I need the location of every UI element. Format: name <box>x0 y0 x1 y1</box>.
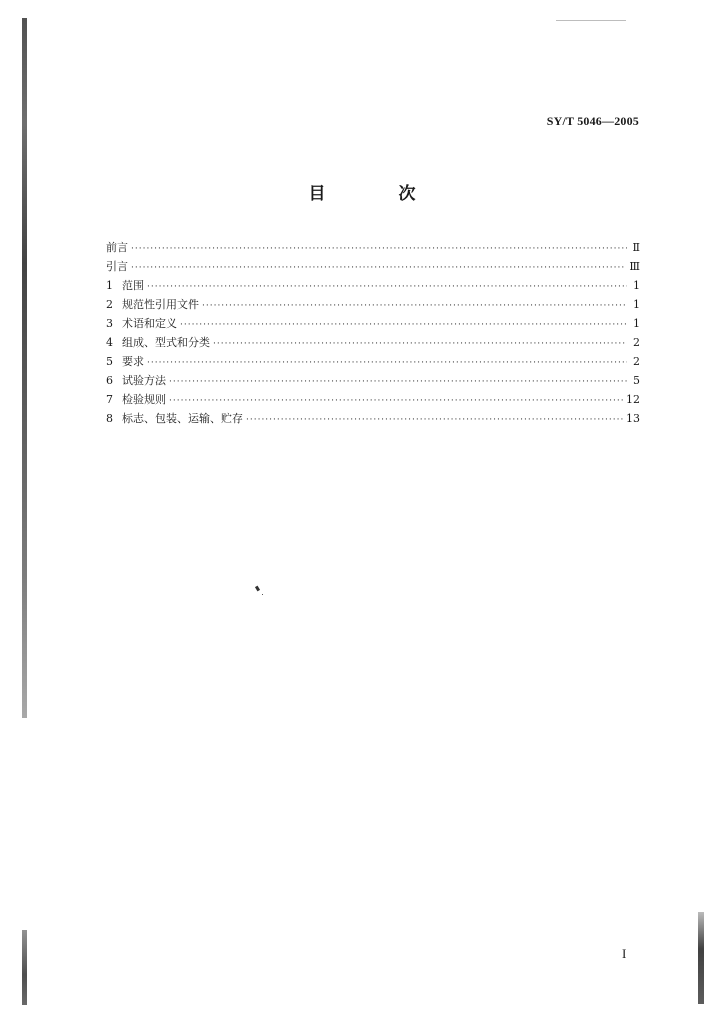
toc-entry-introduction[interactable] <box>106 257 640 276</box>
toc-title: 目 次 <box>308 184 444 204</box>
toc-entry-8[interactable] <box>106 409 640 428</box>
toc-entry-label: 术语和定义 <box>122 317 177 330</box>
page-number: I <box>622 946 627 961</box>
toc-entry-6[interactable] <box>106 371 640 390</box>
toc-entry-4[interactable] <box>106 333 640 352</box>
document-code: SY/T 5046—2005 <box>546 114 639 128</box>
toc-entry-label: 前言 <box>106 241 128 254</box>
toc-entry-number: 8 <box>106 412 113 425</box>
toc-leader-dots <box>180 316 627 335</box>
toc-entry-number: 1 <box>106 279 113 292</box>
toc-leader-dots <box>246 411 623 430</box>
toc-entry-2[interactable] <box>106 295 640 314</box>
toc-entry-page: 2 <box>633 355 640 368</box>
scan-speck <box>262 594 263 595</box>
toc-entry-number: 6 <box>106 374 113 387</box>
toc-entry-label: 组成、型式和分类 <box>122 336 210 349</box>
toc-entry-label: 范围 <box>122 279 144 292</box>
toc-leader-dots <box>213 335 627 354</box>
toc-entry-page: Ⅱ <box>632 241 640 254</box>
toc-entry-3[interactable] <box>106 314 640 333</box>
table-of-contents <box>106 238 640 428</box>
toc-leader-dots <box>147 278 627 297</box>
toc-entry-page: 2 <box>633 336 640 349</box>
toc-leader-dots <box>131 240 627 259</box>
toc-entry-number: 4 <box>106 336 113 349</box>
toc-entry-page: 13 <box>626 412 640 425</box>
toc-entry-label: 要求 <box>122 355 144 368</box>
scan-edge-left <box>22 18 27 718</box>
toc-entry-page: 12 <box>626 393 640 406</box>
toc-entry-page: 5 <box>633 374 640 387</box>
toc-entry-label: 引言 <box>106 260 128 273</box>
toc-entry-7[interactable] <box>106 390 640 409</box>
toc-leader-dots <box>169 373 627 392</box>
toc-entry-number: 5 <box>106 355 113 368</box>
toc-entry-label: 检验规则 <box>122 393 166 406</box>
toc-entry-5[interactable] <box>106 352 640 371</box>
toc-entry-label: 规范性引用文件 <box>122 298 199 311</box>
toc-entry-page: Ⅲ <box>629 260 640 273</box>
toc-entry-number: 2 <box>106 298 113 311</box>
scan-edge-right-low <box>698 912 704 1004</box>
toc-leader-dots <box>131 259 626 278</box>
scan-edge-left-low <box>22 930 27 1005</box>
toc-leader-dots <box>202 297 627 316</box>
toc-entry-page: 1 <box>633 298 640 311</box>
toc-entry-label: 标志、包装、运输、贮存 <box>122 412 243 425</box>
toc-entry-label: 试验方法 <box>122 374 166 387</box>
toc-entry-preface[interactable] <box>106 238 640 257</box>
toc-entry-number: 7 <box>106 393 113 406</box>
scan-speck <box>255 586 260 592</box>
toc-entry-page: 1 <box>633 279 640 292</box>
scan-artifact-line <box>556 20 626 21</box>
toc-entry-number: 3 <box>106 317 113 330</box>
toc-entry-page: 1 <box>633 317 640 330</box>
toc-leader-dots <box>147 354 627 373</box>
toc-entry-1[interactable] <box>106 276 640 295</box>
